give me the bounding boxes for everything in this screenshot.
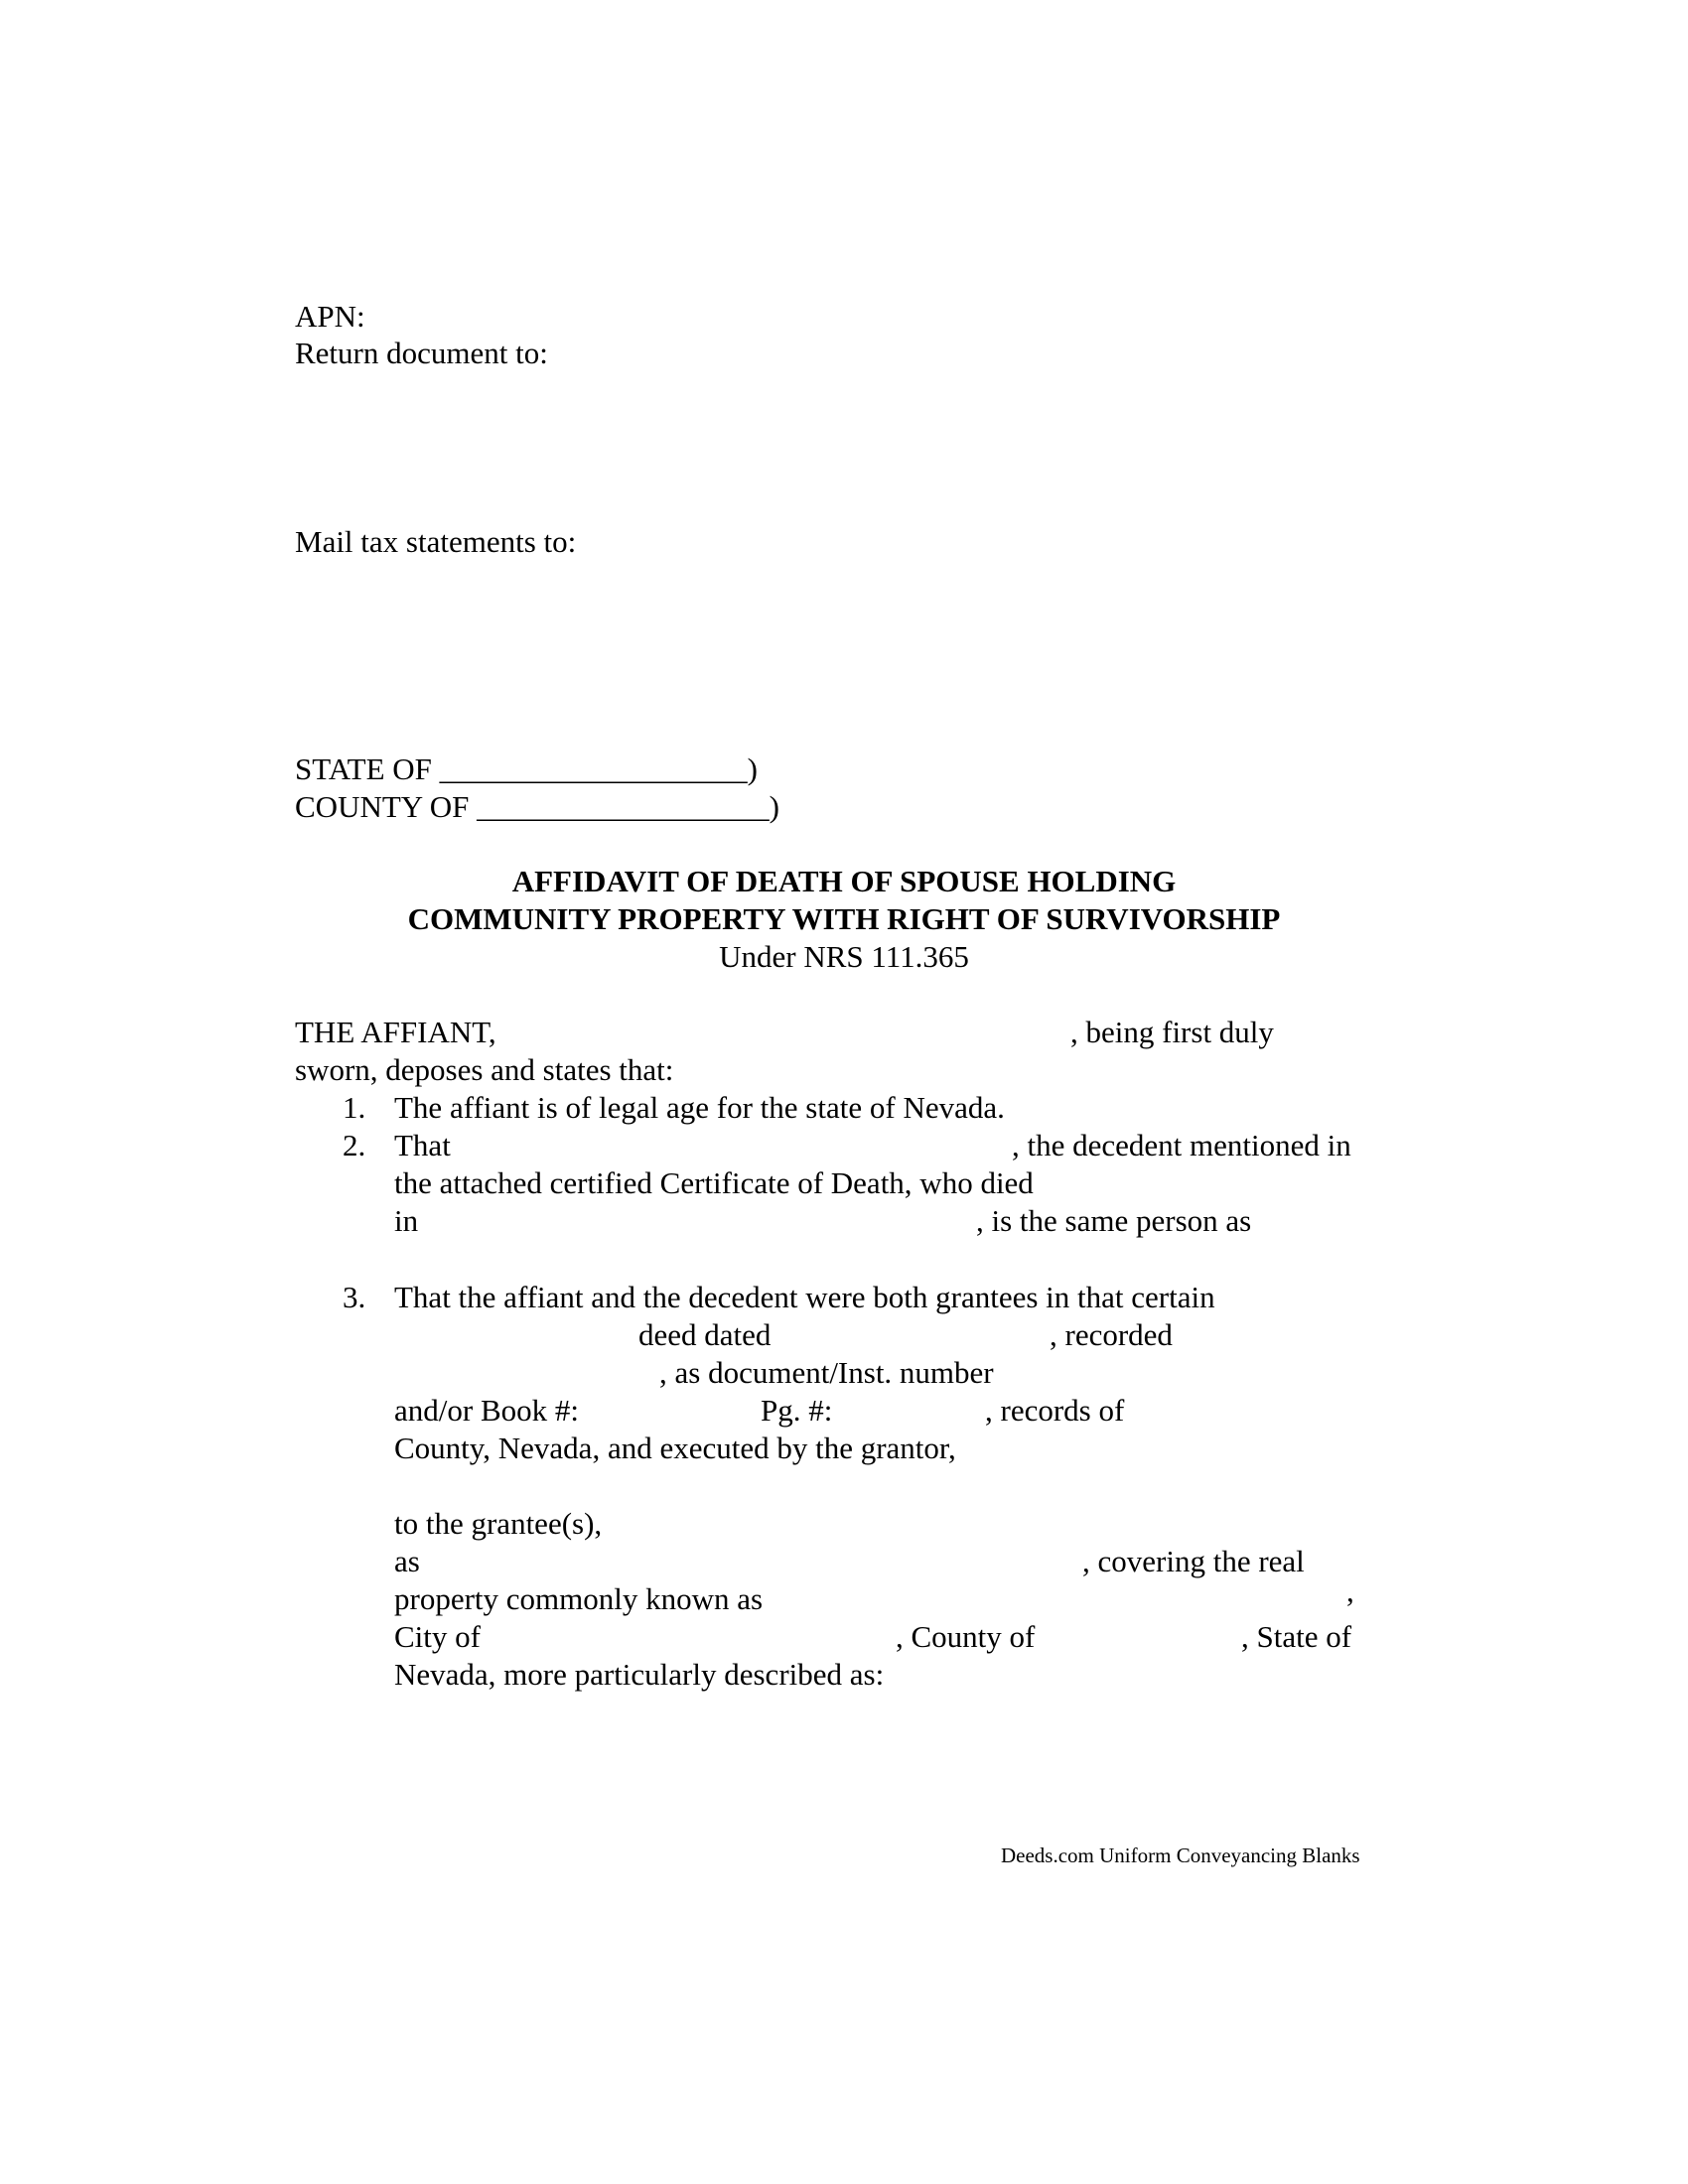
- document-title-line-2: COMMUNITY PROPERTY WITH RIGHT OF SURVIVORSHIP: [407, 901, 1281, 936]
- item-3-covering: , covering the real: [1082, 1544, 1305, 1578]
- item-3-document-number: , as document/Inst. number: [659, 1355, 994, 1390]
- item-3-recorded: , recorded: [1050, 1317, 1173, 1352]
- item-2-in-tail: , is the same person as: [976, 1203, 1252, 1238]
- apn-label: APN:: [295, 299, 365, 334]
- item-3-grantees: to the grantee(s),: [394, 1506, 603, 1541]
- item-3-number: 3.: [343, 1280, 366, 1314]
- document-title-line-1: AFFIDAVIT OF DEATH OF SPOUSE HOLDING: [511, 864, 1177, 898]
- item-2-that: That: [394, 1128, 451, 1162]
- state-of-line: STATE OF ____________________): [295, 751, 758, 786]
- item-3-page: Pg. #:: [761, 1393, 833, 1428]
- mail-tax-statements-label: Mail tax statements to:: [295, 524, 577, 559]
- item-3-records-of: , records of: [985, 1393, 1125, 1428]
- statute-reference: Under NRS 111.365: [719, 939, 969, 974]
- item-3-nevada-described: Nevada, more particularly described as:: [394, 1657, 885, 1692]
- item-3-property-known-as: property commonly known as: [394, 1581, 764, 1616]
- item-1-number: 1.: [343, 1090, 366, 1125]
- affiant-lead: THE AFFIANT,: [295, 1015, 496, 1049]
- item-3-line-1: That the affiant and the decedent were both grantees in that certain: [394, 1280, 1215, 1314]
- sworn-statement: sworn, deposes and states that:: [295, 1052, 674, 1087]
- item-1-text: The affiant is of legal age for the state of Nevada.: [394, 1090, 1005, 1125]
- county-of-line: COUNTY OF ___________________): [295, 789, 779, 824]
- item-2-in: in: [394, 1203, 419, 1238]
- item-3-county-of: , County of: [896, 1619, 1036, 1654]
- item-3-deed-dated: deed dated: [638, 1317, 772, 1352]
- item-3-book: and/or Book #:: [394, 1393, 579, 1428]
- item-3-city-of: City of: [394, 1619, 481, 1654]
- affiant-tail: , being first duly: [1070, 1015, 1274, 1049]
- item-2-line-2: the attached certified Certificate of Death, who died: [394, 1165, 1034, 1200]
- item-3-as: as: [394, 1544, 420, 1578]
- item-2-number: 2.: [343, 1128, 366, 1162]
- item-3-comma: ,: [1346, 1573, 1354, 1608]
- item-3-state-of: , State of: [1241, 1619, 1352, 1654]
- item-3-county-executed: County, Nevada, and executed by the grantor,: [394, 1431, 956, 1465]
- return-document-label: Return document to:: [295, 336, 548, 370]
- item-2-tail: , the decedent mentioned in: [1012, 1128, 1351, 1162]
- footer-text: Deeds.com Uniform Conveyancing Blanks: [1001, 1843, 1360, 1867]
